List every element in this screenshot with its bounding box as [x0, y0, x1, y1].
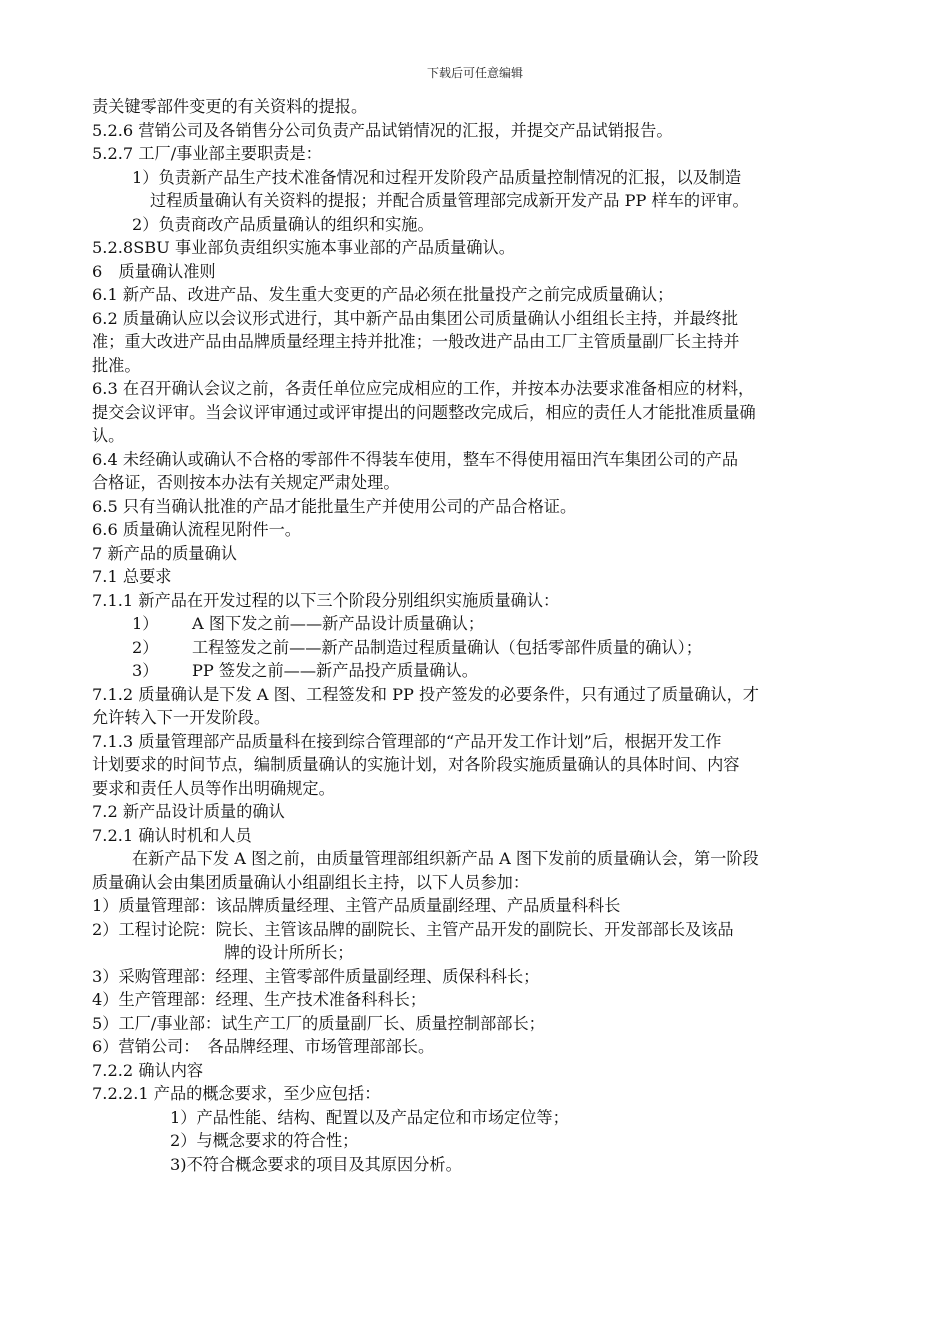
list-number: 1）	[132, 614, 159, 633]
text-line: 6.6 质量确认流程见附件一。	[92, 520, 301, 539]
text-line: 认。	[92, 426, 125, 445]
text-line: 合格证，否则按本办法有关规定严肃处理。	[92, 473, 400, 492]
text-line: 5.2.6 营销公司及各销售分公司负责产品试销情况的汇报，并提交产品试销报告。	[92, 120, 673, 140]
text-line: 提交会议评审。当会议评审通过或评审提出的问题整改完成后，相应的责任人才能批准质量确	[92, 402, 756, 422]
text-line: 质量确认会由集团质量确认小组副组长主持，以下人员参加：	[92, 872, 530, 892]
subsection-heading: 7.2.1 确认时机和人员	[92, 825, 252, 845]
text-line: 7.2.2.1 产品的概念要求，至少应包括：	[92, 1084, 381, 1103]
subsection-heading: 7.1 总要求	[92, 567, 172, 586]
list-number: 3）	[132, 661, 159, 680]
list-item: 6）营销公司： 各品牌经理、市场管理部部长。	[92, 1037, 435, 1056]
page-header: 下载后可任意编辑	[426, 66, 523, 80]
text-line: 6.5 只有当确认批准的产品才能批量生产并使用公司的产品合格证。	[92, 496, 577, 516]
list-item	[92, 659, 892, 683]
list-number: 2）	[132, 637, 159, 657]
list-item: 1）产品性能、结构、配置以及产品定位和市场定位等；	[170, 1107, 569, 1127]
text-line: 7.1.2 质量确认是下发 A 图、工程签发和 PP 投产签发的必要条件，只有通过了质量确认，才	[92, 684, 759, 704]
list-text: A 图下发之前——新产品设计质量确认；	[192, 614, 485, 633]
text-line: 6.3 在召开确认会议之前，各责任单位应完成相应的工作，并按本办法要求准备相应的材料，	[92, 379, 755, 398]
text-line: 允许转入下一开发阶段。	[92, 708, 271, 727]
list-text: 工程签发之前——新产品制造过程质量确认（包括零部件质量的确认）；	[192, 637, 702, 657]
text-line: 5.2.7 工厂/事业部主要职责是：	[92, 144, 322, 163]
list-item: 3)不符合概念要求的项目及其原因分析。	[170, 1154, 462, 1174]
section-heading: 7 新产品的质量确认	[92, 543, 237, 563]
text-line: 牌的设计所所长；	[224, 943, 354, 962]
list-item	[92, 612, 892, 636]
text-line: 7.1.1 新产品在开发过程的以下三个阶段分别组织实施质量确认：	[92, 590, 560, 610]
text-line: 责关键零部件变更的有关资料的提报。	[92, 97, 368, 116]
subsection-heading: 7.2.2 确认内容	[92, 1060, 204, 1080]
text-line: 准；重大改进产品由品牌质量经理主持并批准；一般改进产品由工厂主管质量副厂长主持并	[92, 332, 740, 351]
text-line: 计划要求的时间节点，编制质量确认的实施计划，对各阶段实施质量确认的具体时间、内容	[92, 755, 740, 774]
list-text: PP 签发之前——新产品投产质量确认。	[192, 661, 478, 680]
text-line: 批准。	[92, 355, 141, 375]
text-line: 要求和责任人员等作出明确规定。	[92, 778, 335, 798]
list-item: 2）负责商改产品质量确认的组织和实施。	[132, 214, 434, 234]
list-item: 2）工程讨论院：院长、主管该品牌的副院长、主管产品开发的副院长、开发部部长及该品	[92, 919, 734, 939]
list-item: 1）负责新产品生产技术准备情况和过程开发阶段产品质量控制情况的汇报，以及制造	[132, 167, 742, 187]
text-line: 6.1 新产品、改进产品、发生重大变更的产品必须在批量投产之前完成质量确认；	[92, 285, 674, 304]
list-item: 5）工厂/事业部：试生产工厂的质量副厂长、质量控制部部长；	[92, 1013, 545, 1033]
text-line: 6.2 质量确认应以会议形式进行，其中新产品由集团公司质量确认小组组长主持，并最终批	[92, 308, 739, 328]
text-line: 5.2.8SBU 事业部负责组织实施本事业部的产品质量确认。	[92, 238, 515, 257]
list-item: 4）生产管理部：经理、生产技术准备科科长；	[92, 990, 427, 1009]
text-line: 过程质量确认有关资料的提报；并配合质量管理部完成新开发产品 PP 样车的评审。	[150, 191, 749, 210]
document-body	[92, 95, 892, 1176]
text-line: 7.1.3 质量管理部产品质量科在接到综合管理部的“产品开发工作计划”后，根据开发工作	[92, 731, 722, 751]
section-heading: 6 质量确认准则	[92, 261, 216, 281]
text-line: 在新产品下发 A 图之前，由质量管理部组织新产品 A 图下发前的质量确认会，第一阶段	[132, 849, 759, 868]
list-item: 1）质量管理部：该品牌质量经理、主管产品质量副经理、产品质量科科长	[92, 896, 621, 915]
list-item	[92, 636, 892, 660]
text-line: 6.4 未经确认或确认不合格的零部件不得装车使用，整车不得使用福田汽车集团公司的产品	[92, 449, 739, 469]
list-item: 3）采购管理部：经理、主管零部件质量副经理、质保科科长；	[92, 966, 540, 986]
subsection-heading: 7.2 新产品设计质量的确认	[92, 802, 285, 821]
list-item: 2）与概念要求的符合性；	[170, 1131, 359, 1150]
